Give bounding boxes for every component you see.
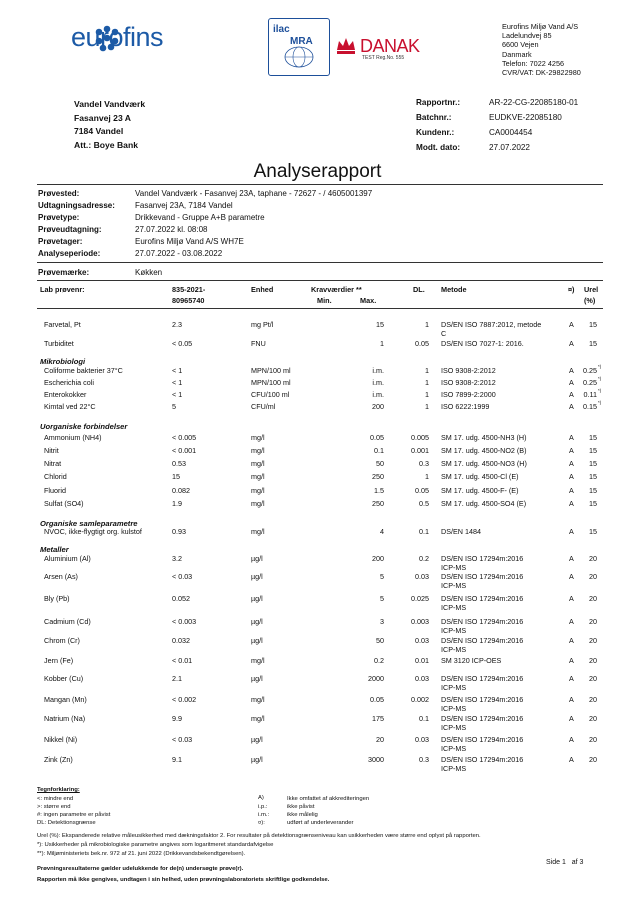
- cell-dl: 0.01: [415, 656, 429, 665]
- divider: [37, 262, 603, 263]
- cell-unit: mg/l: [251, 486, 265, 495]
- cell-method-cont: ICP-MS: [441, 744, 467, 753]
- cell-method: DS/EN ISO 17294m:2016: [441, 636, 524, 645]
- mra-label: MRA: [290, 36, 313, 47]
- company-line: CVR/VAT: DK-29822980: [502, 68, 581, 78]
- cell-result: 0.082: [172, 486, 190, 495]
- cell-method: DS/EN ISO 17294m:2016: [441, 572, 524, 581]
- cell-max: 50: [376, 459, 384, 468]
- col-urel-pct: (%): [584, 296, 596, 305]
- cell-urel: 20: [589, 755, 597, 764]
- cell-urel: 20: [589, 656, 597, 665]
- company-line: Ladelundvej 85: [502, 31, 552, 41]
- cell-dl: 0.002: [411, 695, 429, 704]
- cell-method: ISO 9308-2:2012: [441, 378, 496, 387]
- cell-max: 2000: [368, 674, 384, 683]
- page-label: Side: [546, 859, 561, 866]
- cell-urel: 20: [589, 572, 597, 581]
- cell-urel: 15: [589, 527, 597, 536]
- cell-urel: 0.15: [583, 402, 597, 411]
- cell-unit: µg/l: [251, 617, 263, 626]
- cell-max: i.m.: [372, 366, 384, 375]
- meta-label: Modt. dato:: [416, 143, 461, 152]
- company-line: Eurofins Miljø Vand A/S: [502, 22, 579, 31]
- cell-dl: 0.03: [415, 674, 429, 683]
- cell-dl: 0.025: [411, 594, 429, 603]
- divider: [37, 308, 603, 309]
- cell-method: ISO 6222:1999: [441, 402, 490, 411]
- cell-parameter: Nitrat: [44, 459, 62, 468]
- cell-flag: A: [569, 735, 574, 744]
- legend-key: ¤):: [258, 820, 265, 826]
- cell-parameter: Fluorid: [44, 486, 66, 495]
- cell-parameter: Sulfat (SO4): [44, 499, 84, 508]
- cell-parameter: Aluminium (Al): [44, 554, 91, 563]
- col-flag: ¤): [568, 285, 575, 294]
- col-min: Min.: [317, 296, 332, 305]
- cell-unit: MPN/100 ml: [251, 378, 291, 387]
- cell-max: 0.05: [370, 695, 384, 704]
- meta-label: Kundenr.:: [416, 128, 455, 137]
- col-requirements: Kravværdier **: [311, 285, 362, 294]
- cell-flag: A: [569, 714, 574, 723]
- cell-dl: 0.1: [419, 714, 429, 723]
- cell-max: 1.5: [374, 486, 384, 495]
- company-line: 6600 Vejen: [502, 40, 539, 50]
- cell-parameter: Bly (Pb): [44, 594, 70, 603]
- cell-parameter: Cadmium (Cd): [44, 617, 91, 626]
- cell-method: SM 17. udg. 4500-NO3 (H): [441, 459, 527, 468]
- danak-logo-text: DANAK: [360, 36, 420, 56]
- cell-result: 15: [172, 472, 180, 481]
- info-label: Udtagningsadresse:: [38, 201, 115, 210]
- col-dl: DL.: [413, 285, 425, 294]
- meta-label: Batchnr.:: [416, 113, 452, 122]
- cell-parameter: NVOC, ikke-flygtigt org. kulstof: [44, 527, 142, 536]
- cell-max: 5: [380, 594, 384, 603]
- cell-flag: A: [569, 459, 574, 468]
- cell-unit: mg/l: [251, 499, 265, 508]
- cell-max: 250: [372, 499, 384, 508]
- info-label: Analyseperiode:: [38, 249, 101, 258]
- cell-method: DS/EN ISO 17294m:2016: [441, 755, 524, 764]
- section-heading: Metaller: [40, 545, 69, 554]
- col-urel: Urel: [584, 285, 599, 294]
- col-max: Max.: [360, 296, 377, 305]
- cell-method: DS/EN ISO 17294m:2016: [441, 674, 524, 683]
- info-value: 27.07.2022 kl. 08:08: [135, 225, 208, 234]
- cell-result: 0.032: [172, 636, 190, 645]
- cell-method-cont: ICP-MS: [441, 704, 467, 713]
- cell-dl: 0.001: [411, 446, 429, 455]
- cell-dl: 0.5: [419, 499, 429, 508]
- cell-parameter: Ammonium (NH4): [44, 433, 102, 442]
- cell-urel: 0.11: [583, 390, 597, 399]
- section-heading: Mikrobiologi: [40, 357, 86, 366]
- cell-urel-footnote-mark: *): [598, 388, 602, 393]
- cell-flag: A: [569, 472, 574, 481]
- cell-unit: mg/l: [251, 472, 265, 481]
- legend-item: #: ingen parametre er påvist: [37, 812, 111, 818]
- cell-unit: µg/l: [251, 755, 263, 764]
- cell-result: < 0.05: [172, 339, 193, 348]
- cell-urel: 20: [589, 636, 597, 645]
- cell-flag: A: [569, 656, 574, 665]
- recipient-line: Fasanvej 23 A: [74, 112, 132, 123]
- cell-parameter: Kimtal ved 22°C: [44, 402, 96, 411]
- cell-parameter: Arsen (As): [44, 572, 78, 581]
- cell-unit: µg/l: [251, 594, 263, 603]
- divider: [37, 184, 603, 185]
- info-value: Drikkevand - Gruppe A+B parametre: [135, 213, 265, 222]
- cell-method: ISO 9308-2:2012: [441, 366, 496, 375]
- cell-dl: 0.3: [419, 755, 429, 764]
- cell-result: 3.2: [172, 554, 182, 563]
- cell-max: 15: [376, 320, 384, 329]
- cell-flag: A: [569, 378, 574, 387]
- cell-parameter: Zink (Zn): [44, 755, 73, 764]
- cell-unit: mg/l: [251, 695, 265, 704]
- cell-urel: 20: [589, 594, 597, 603]
- company-line: Danmark: [502, 49, 532, 59]
- cell-unit: FNU: [251, 339, 266, 348]
- col-lab-sample-no: Lab prøvenr:: [40, 285, 85, 294]
- cell-urel: 20: [589, 674, 597, 683]
- page-of: af: [571, 859, 578, 866]
- cell-unit: CFU/ml: [251, 402, 276, 411]
- meta-value: AR-22-CG-22085180-01: [489, 98, 579, 107]
- recipient-line: Att.: Boye Bank: [74, 139, 138, 150]
- cell-max: 175: [372, 714, 384, 723]
- cell-dl: 1: [425, 472, 429, 481]
- col-unit: Enhed: [251, 285, 274, 294]
- cell-unit: mg/l: [251, 527, 265, 536]
- cell-parameter: Escherichia coli: [44, 378, 94, 387]
- legend-item: udført af underleverander: [287, 820, 354, 826]
- cell-unit: µg/l: [251, 554, 263, 563]
- cell-dl: 0.03: [415, 735, 429, 744]
- cell-result: < 1: [172, 378, 183, 387]
- ilac-label: ilac: [273, 24, 290, 35]
- cell-dl: 0.1: [419, 527, 429, 536]
- cell-result: < 0.03: [172, 572, 193, 581]
- cell-method: DS/EN ISO 17294m:2016: [441, 735, 524, 744]
- cell-flag: A: [569, 320, 574, 329]
- cell-method: SM 17. udg. 4500-NO2 (B): [441, 446, 527, 455]
- cell-method-cont: ICP-MS: [441, 764, 467, 773]
- legend-item: Ikke omfattet af akkrediteringen: [287, 796, 370, 802]
- info-label: Prøvetype:: [38, 213, 80, 222]
- cell-dl: 1: [425, 390, 429, 399]
- sample-mark-value: Køkken: [135, 268, 163, 277]
- divider: [37, 280, 603, 281]
- cell-dl: 1: [425, 320, 429, 329]
- cell-flag: A: [569, 339, 574, 348]
- cell-method-cont: ICP-MS: [441, 645, 467, 654]
- cell-dl: 0.03: [415, 572, 429, 581]
- col-sample-id: 835-2021-: [172, 285, 206, 294]
- cell-method: DS/EN ISO 17294m:2016: [441, 714, 524, 723]
- cell-result: 0.93: [172, 527, 186, 536]
- cell-dl: 0.05: [415, 339, 429, 348]
- eurofins-logo-text: eurofins: [71, 22, 164, 52]
- cell-method: SM 17. udg. 4500-Cl (E): [441, 472, 519, 481]
- info-value: 27.07.2022 - 03.08.2022: [135, 249, 223, 258]
- cell-parameter: Kobber (Cu): [44, 674, 84, 683]
- cell-unit: µg/l: [251, 674, 263, 683]
- cell-urel: 20: [589, 554, 597, 563]
- cell-urel: 15: [589, 499, 597, 508]
- cell-method-cont: ICP-MS: [441, 683, 467, 692]
- cell-max: 3000: [368, 755, 384, 764]
- cell-parameter: Enterokokker: [44, 390, 87, 399]
- cell-result: < 0.001: [172, 446, 197, 455]
- page-title: Analyserapport: [253, 161, 382, 182]
- cell-parameter: Nitrit: [44, 446, 59, 455]
- cell-dl: 0.005: [411, 433, 429, 442]
- cell-dl: 1: [425, 366, 429, 375]
- cell-max: 5: [380, 572, 384, 581]
- cell-parameter: Natrium (Na): [44, 714, 86, 723]
- cell-result: < 0.01: [172, 656, 193, 665]
- cell-max: 1: [380, 339, 384, 348]
- cell-max: 0.05: [370, 433, 384, 442]
- legend-key: A): [258, 795, 264, 801]
- cell-parameter: Chrom (Cr): [44, 636, 80, 645]
- cell-method: DS/EN ISO 17294m:2016: [441, 554, 524, 563]
- recipient-line: 7184 Vandel: [74, 126, 124, 136]
- section-heading: Organiske samleparametre: [40, 519, 138, 528]
- cell-parameter: Mangan (Mn): [44, 695, 87, 704]
- cell-flag: A: [569, 755, 574, 764]
- cell-max: 20: [376, 735, 384, 744]
- cell-method: DS/EN ISO 17294m:2016: [441, 695, 524, 704]
- cell-method: DS/EN 1484: [441, 527, 481, 536]
- company-line: Telefon: 7022 4256: [502, 58, 565, 68]
- cell-urel: 0.25: [583, 366, 597, 375]
- meta-value: CA0004454: [489, 128, 533, 137]
- cell-method: SM 3120 ICP-OES: [441, 656, 502, 665]
- cell-flag: A: [569, 486, 574, 495]
- page-total: 3: [579, 859, 584, 866]
- cell-unit: MPN/100 ml: [251, 366, 291, 375]
- legend-title: Tegnforklaring:: [37, 787, 80, 793]
- cell-parameter: Nikkel (Ni): [44, 735, 78, 744]
- cell-dl: 0.05: [415, 486, 429, 495]
- page-number: [546, 859, 583, 866]
- info-value: Fasanvej 23A, 7184 Vandel: [135, 201, 233, 210]
- cell-flag: A: [569, 594, 574, 603]
- cell-flag: A: [569, 695, 574, 704]
- legend-key: i.m.:: [258, 812, 270, 818]
- page-current: 1: [561, 859, 566, 866]
- cell-result: < 1: [172, 366, 183, 375]
- cell-method-cont: ICP-MS: [441, 581, 467, 590]
- cell-result: 1.9: [172, 499, 182, 508]
- company-address: [502, 22, 581, 77]
- col-method: Metode: [441, 285, 467, 294]
- cell-result: 9.1: [172, 755, 182, 764]
- cell-max: 200: [372, 402, 384, 411]
- cell-parameter: Jern (Fe): [44, 656, 74, 665]
- cell-flag: A: [569, 636, 574, 645]
- cell-method: DS/EN ISO 7887:2012, metode: [441, 320, 542, 329]
- cell-method-cont: ICP-MS: [441, 626, 467, 635]
- cell-dl: 1: [425, 378, 429, 387]
- legend-item: >: større end: [37, 804, 71, 810]
- cell-result: 0.53: [172, 459, 186, 468]
- cell-max: 0.2: [374, 656, 384, 665]
- cell-method: DS/EN ISO 17294m:2016: [441, 617, 524, 626]
- cell-method: SM 17. udg. 4500-SO4 (E): [441, 499, 527, 508]
- cell-urel: 15: [589, 320, 597, 329]
- info-value: Vandel Vandværk - Fasanvej 23A, taphane - 72627 - / 4605001397: [135, 189, 373, 198]
- cell-result: < 0.005: [172, 433, 197, 442]
- sample-mark-label: Prøvemærke:: [38, 268, 90, 277]
- cell-result: 0.052: [172, 594, 190, 603]
- cell-result: < 0.03: [172, 735, 193, 744]
- cell-result: 5: [172, 402, 176, 411]
- cell-urel: 15: [589, 446, 597, 455]
- cell-unit: µg/l: [251, 636, 263, 645]
- cell-unit: µg/l: [251, 735, 263, 744]
- cell-method: ISO 7899-2:2000: [441, 390, 496, 399]
- cell-urel-footnote-mark: *): [598, 400, 602, 405]
- cell-max: i.m.: [372, 390, 384, 399]
- cell-urel-footnote-mark: *): [598, 364, 602, 369]
- footer-note: Prøvningsresultaterne gælder udelukkende for de(n) undersøgte prøve(r).: [37, 866, 244, 872]
- footnote: Urel (%): Ekspanderede relative måleusikkerhed med dækningsfaktor 2. For resultater på detektionsgrænseniveau kan usikkerheden være større end oplyst på rapporten.: [37, 833, 481, 839]
- cell-parameter: Farvetal, Pt: [44, 320, 81, 329]
- info-value: Eurofins Miljø Vand A/S WH7E: [135, 237, 244, 246]
- footnote: **): Miljøministeriets bek.nr. 972 af 21. juni 2022 (Drikkevandsbekendtgørelsen).: [37, 851, 246, 857]
- cell-parameter: Coliforme bakterier 37°C: [44, 366, 123, 375]
- cell-urel: 15: [589, 472, 597, 481]
- cell-unit: mg/l: [251, 446, 265, 455]
- recipient-address: [74, 98, 145, 152]
- cell-method: SM 17. udg. 4500-NH3 (H): [441, 433, 527, 442]
- cell-method-cont: ICP-MS: [441, 563, 467, 572]
- cell-method: DS/EN ISO 7027-1: 2016.: [441, 339, 524, 348]
- cell-flag: A: [569, 390, 574, 399]
- recipient-line: Vandel Vandværk: [74, 99, 146, 109]
- cell-max: 250: [372, 472, 384, 481]
- cell-unit: µg/l: [251, 572, 263, 581]
- legend-key: i.p.:: [258, 804, 268, 810]
- cell-urel: 15: [589, 486, 597, 495]
- cell-method-cont: ICP-MS: [441, 603, 467, 612]
- cell-urel: 15: [589, 459, 597, 468]
- footnote: *): Usikkerheder på mikrobiologiske parametre angives som logaritmeret standardafvigelse: [37, 842, 274, 848]
- cell-urel: 15: [589, 433, 597, 442]
- cell-method: DS/EN ISO 17294m:2016: [441, 594, 524, 603]
- cell-urel: 20: [589, 617, 597, 626]
- cell-unit: mg/l: [251, 433, 265, 442]
- cell-flag: A: [569, 617, 574, 626]
- cell-dl: 0.3: [419, 459, 429, 468]
- cell-result: < 1: [172, 390, 183, 399]
- info-label: Prøvested:: [38, 189, 80, 198]
- cell-urel: 20: [589, 695, 597, 704]
- meta-value: EUDKVE-22085180: [489, 113, 562, 122]
- cell-flag: A: [569, 446, 574, 455]
- cell-result: 2.1: [172, 674, 182, 683]
- cell-max: 4: [380, 527, 384, 536]
- danak-reg-no: TEST Reg.No. 555: [362, 55, 405, 61]
- legend-item: <: mindre end: [37, 796, 74, 802]
- cell-dl: 0.003: [411, 617, 429, 626]
- cell-flag: A: [569, 433, 574, 442]
- info-label: Prøveudtagning:: [38, 225, 102, 234]
- info-label: Prøvetager:: [38, 237, 83, 246]
- footer-note: Rapporten må ikke gengives, undtagen i sin helhed, uden prøvningslaboratoriets skriftlige godkendelse.: [37, 877, 330, 883]
- legend-item: ikke påvist: [287, 804, 315, 810]
- cell-unit: CFU/100 ml: [251, 390, 290, 399]
- cell-method-cont: C: [441, 329, 447, 338]
- cell-result: < 0.003: [172, 617, 197, 626]
- cell-method: SM 17. udg. 4500-F- (E): [441, 486, 519, 495]
- cell-parameter: Turbiditet: [44, 339, 74, 348]
- cell-urel: 20: [589, 714, 597, 723]
- cell-flag: A: [569, 554, 574, 563]
- cell-parameter: Chlorid: [44, 472, 67, 481]
- cell-result: 2.3: [172, 320, 182, 329]
- cell-flag: A: [569, 366, 574, 375]
- cell-urel: 20: [589, 735, 597, 744]
- cell-dl: 1: [425, 402, 429, 411]
- section-heading: Uorganiske forbindelser: [40, 422, 128, 431]
- cell-urel: 15: [589, 339, 597, 348]
- cell-result: 9.9: [172, 714, 182, 723]
- cell-dl: 0.03: [415, 636, 429, 645]
- col-sample-id: 80965740: [172, 296, 205, 305]
- cell-max: 50: [376, 636, 384, 645]
- cell-dl: 0.2: [419, 554, 429, 563]
- cell-result: < 0.002: [172, 695, 197, 704]
- cell-method-cont: ICP-MS: [441, 723, 467, 732]
- cell-unit: mg Pt/l: [251, 320, 274, 329]
- cell-flag: A: [569, 499, 574, 508]
- cell-urel-footnote-mark: *): [598, 376, 602, 381]
- cell-flag: A: [569, 674, 574, 683]
- cell-unit: mg/l: [251, 714, 265, 723]
- legend-item: DL: Detektionsgrænse: [37, 820, 96, 826]
- danak-crown-icon: [334, 33, 358, 57]
- cell-flag: A: [569, 402, 574, 411]
- legend-item: ikke målelig: [287, 812, 318, 818]
- cell-max: 200: [372, 554, 384, 563]
- cell-flag: A: [569, 527, 574, 536]
- cell-unit: mg/l: [251, 656, 265, 665]
- cell-flag: A: [569, 572, 574, 581]
- cell-urel: 0.25: [583, 378, 597, 387]
- cell-max: i.m.: [372, 378, 384, 387]
- meta-value: 27.07.2022: [489, 143, 530, 152]
- meta-label: Rapportnr.:: [416, 98, 461, 107]
- cell-unit: mg/l: [251, 459, 265, 468]
- cell-max: 0.1: [374, 446, 384, 455]
- cell-max: 3: [380, 617, 384, 626]
